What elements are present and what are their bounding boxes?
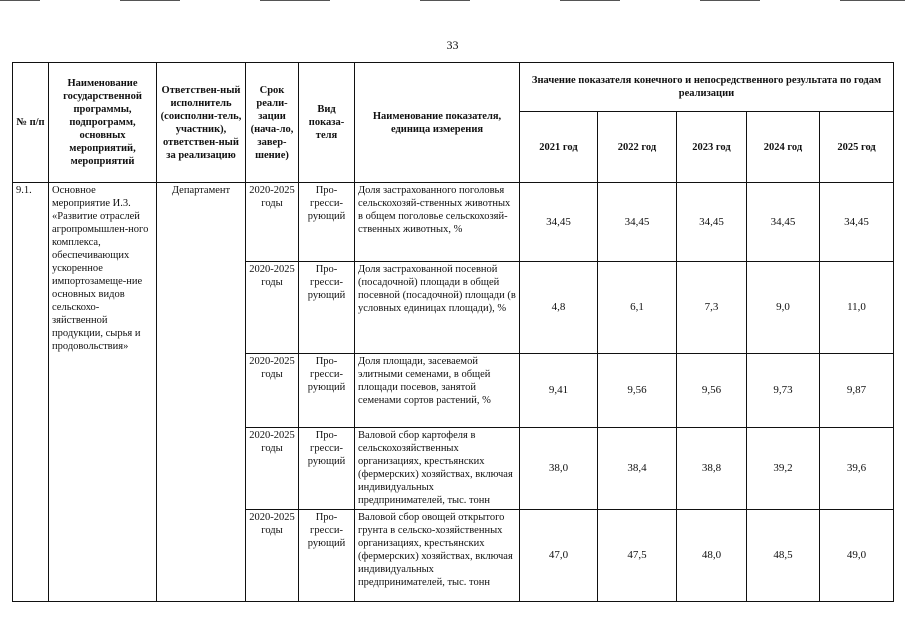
header-indicator: Наименование показателя, единица измерения bbox=[355, 63, 520, 183]
program-name: Основное мероприятие И.3. «Развитие отраслей агропромышлен-ного комплекса, обеспечивающих ускоренное импортозамеще-ние основных видов сельскохо-зяйственной продукции, сырья и продовольствия» bbox=[49, 183, 157, 602]
indicator-type: Про-гресси-рующий bbox=[299, 510, 355, 602]
value-cell: 39,2 bbox=[747, 428, 820, 510]
period: 2020-2025 годы bbox=[246, 262, 299, 354]
value-cell: 47,5 bbox=[598, 510, 677, 602]
header-year: 2025 год bbox=[820, 112, 894, 183]
indicator-type: Про-гресси-рующий bbox=[299, 354, 355, 428]
header-values-group: Значение показателя конечного и непосредственного результата по годам реализации bbox=[520, 63, 894, 112]
header-executor: Ответствен-ный исполнитель (соисполни-тель, участник), ответствен-ный за реализацию bbox=[157, 63, 246, 183]
period: 2020-2025 годы bbox=[246, 354, 299, 428]
value-cell: 4,8 bbox=[520, 262, 598, 354]
executor: Департамент bbox=[157, 183, 246, 602]
value-cell: 34,45 bbox=[747, 183, 820, 262]
value-cell: 38,8 bbox=[677, 428, 747, 510]
value-cell: 7,3 bbox=[677, 262, 747, 354]
header-period: Срок реали-зации (нача-ло, завер-шение) bbox=[246, 63, 299, 183]
value-cell: 6,1 bbox=[598, 262, 677, 354]
scan-edge-marks bbox=[0, 0, 905, 2]
indicators-table bbox=[12, 62, 894, 602]
value-cell: 9,56 bbox=[598, 354, 677, 428]
value-cell: 38,4 bbox=[598, 428, 677, 510]
value-cell: 9,73 bbox=[747, 354, 820, 428]
header-year: 2024 год bbox=[747, 112, 820, 183]
value-cell: 34,45 bbox=[520, 183, 598, 262]
header-no: № п/п bbox=[13, 63, 49, 183]
row-number: 9.1. bbox=[13, 183, 49, 602]
indicator-name: Валовой сбор овощей открытого грунта в сельско-хозяйственных организациях, крестьянских (фермерских) хозяйствах, включая индивидуальных предпринимателей, тыс. тонн bbox=[355, 510, 520, 602]
period: 2020-2025 годы bbox=[246, 428, 299, 510]
value-cell: 48,5 bbox=[747, 510, 820, 602]
value-cell: 48,0 bbox=[677, 510, 747, 602]
indicator-name: Валовой сбор картофеля в сельскохозяйственных организациях, крестьянских (фермерских) хозяйствах, включая индивидуальных предпринимателей, тыс. тонн bbox=[355, 428, 520, 510]
value-cell: 9,87 bbox=[820, 354, 894, 428]
indicator-name: Доля площади, засеваемой элитными семенами, в общей площади посевов, занятой семенами сортов растений, % bbox=[355, 354, 520, 428]
indicator-type: Про-гресси-рующий bbox=[299, 262, 355, 354]
indicator-name: Доля застрахованной посевной (посадочной) площади в общей посевной (посадочной) площади (в условных единицах площади), % bbox=[355, 262, 520, 354]
value-cell: 9,0 bbox=[747, 262, 820, 354]
value-cell: 34,45 bbox=[677, 183, 747, 262]
value-cell: 34,45 bbox=[598, 183, 677, 262]
value-cell: 47,0 bbox=[520, 510, 598, 602]
indicator-name: Доля застрахованного поголовья сельскохозяй-ственных животных в общем поголовье сельскохозяй-ственных животных, % bbox=[355, 183, 520, 262]
value-cell: 34,45 bbox=[820, 183, 894, 262]
page-number: 33 bbox=[446, 38, 459, 52]
value-cell: 38,0 bbox=[520, 428, 598, 510]
table-row bbox=[13, 183, 894, 262]
value-cell: 49,0 bbox=[820, 510, 894, 602]
period: 2020-2025 годы bbox=[246, 183, 299, 262]
header-year: 2021 год bbox=[520, 112, 598, 183]
period: 2020-2025 годы bbox=[246, 510, 299, 602]
value-cell: 11,0 bbox=[820, 262, 894, 354]
header-program: Наименование государственной программы, подпрограмм, основных мероприятий, мероприятий bbox=[49, 63, 157, 183]
value-cell: 9,56 bbox=[677, 354, 747, 428]
header-type: Вид показа-теля bbox=[299, 63, 355, 183]
value-cell: 9,41 bbox=[520, 354, 598, 428]
header-year: 2022 год bbox=[598, 112, 677, 183]
indicator-type: Про-гресси-рующий bbox=[299, 428, 355, 510]
value-cell: 39,6 bbox=[820, 428, 894, 510]
header-year: 2023 год bbox=[677, 112, 747, 183]
indicator-type: Про-гресси-рующий bbox=[299, 183, 355, 262]
